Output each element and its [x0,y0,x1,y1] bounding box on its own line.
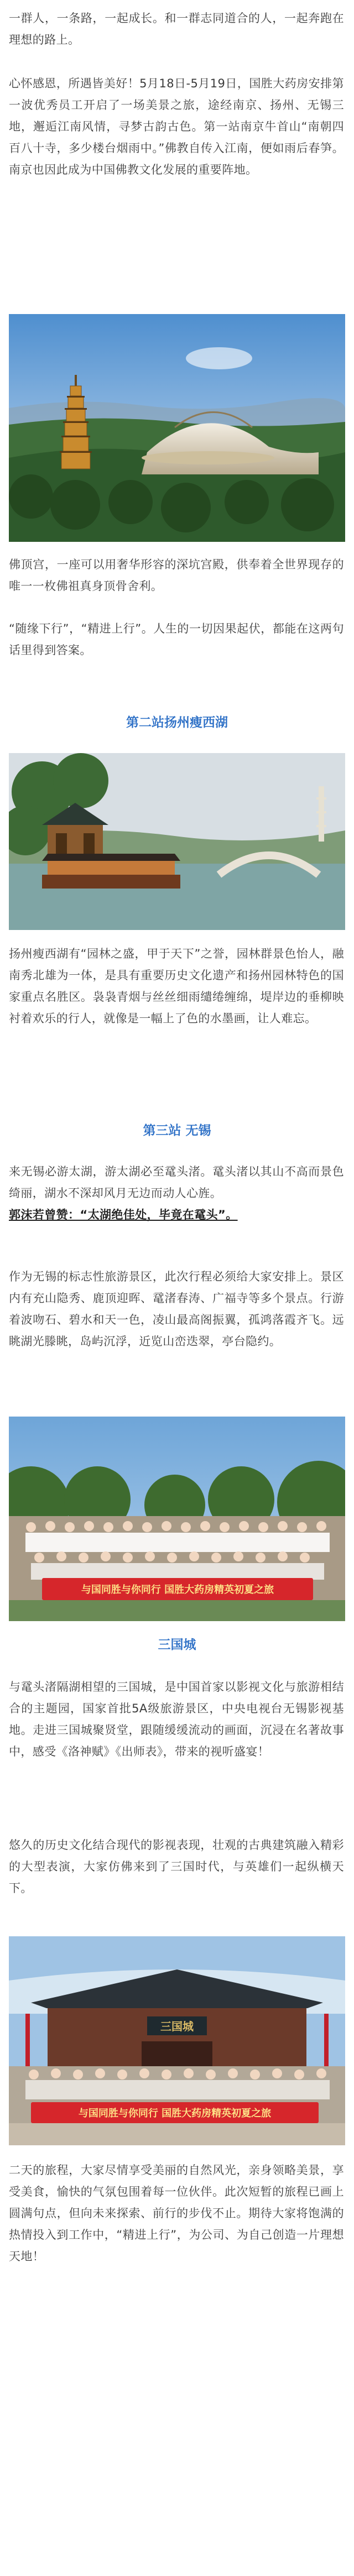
banner-text-2: 与国同胜与你同行 国胜大药房精英初夏之旅 [78,2108,272,2119]
yuantouzhu-paragraph: 作为无锡的标志性旅游景区，此次行程必须给大家安排上。景区内有充山隐秀、鹿顶迎晖、鼋渚春涛、广福寺等多个景点。行游着波吻石、碧水和天一色，凌山最高阁振翼，孤鸿落霞齐飞。远眺湖光滕眺，岛屿沉浮，近览山峦迭翠，亭台隐约。 [9,1270,344,1348]
guo-moruo-quote: 郭沫若曾赞：“太湖绝佳处，毕竟在鼋头”。 [9,1208,238,1221]
group-photo-yuantouzhu [9,1417,345,1621]
gate-plaque-text: 三国城 [160,2020,194,2033]
niushou-mountain-photo [9,314,345,542]
closing-paragraph: 二天的旅程，大家尽情享受美丽的自然风光，亲身领略美景，享受美食，愉快的气氛包围着每一位伙伴。此次短暂的旅程已画上圆满句点，但向未来探索、前行的步伐不止。期待大家将饱满的热情投入到工作中，“精进上行”，为公司、为自己创造一片理想天地！ [9,2164,344,2263]
section-heading-sanguo: 三国城 [158,1638,196,1652]
intro-paragraph: 一群人，一条路，一起成长。和一群志同道合的人，一起奔跑在理想的路上。 [9,12,344,46]
sanguo-paragraph: 与鼋头渚隔湖相望的三国城，是中国首家以影视文化与旅游相结合的主题园，国家首批5A级旅游景区，中央电视台无锡影视基地。走进三国城聚贤堂，跟随缓缓流动的画面，沉浸在名著故事中，感受《洛神赋》《出师表》，带来的视听盛宴！ [9,1680,344,1758]
banner-text-1: 与国同胜与你同行 国胜大药房精英初夏之旅 [81,1584,274,1596]
section-heading-wuxi: 第三站 无锡 [143,1124,211,1138]
foding-palace-paragraph: 佛顶宫，一座可以用奢华形容的深坑宫殿，供奉着全世界现存的唯一一枚佛祖真身顶骨舍利。 [9,558,344,593]
slender-west-lake-photo [9,753,345,930]
wuxi-paragraph [9,1161,344,1226]
nanjing-paragraph: 心怀感恩，所遇皆美好！5月18日-5月19日，国胜大药房安排第一波优秀员工开启了一场美景之旅，途经南京、扬州、无锡三地，邂逅江南风情，寻梦古韵古色。第一站南京牛首山“南朝四百八十寺，多少楼台烟雨中。”佛教自传入江南，便如雨后春笋。南京也因此成为中国佛教文化发展的重要阵地。 [9,77,344,176]
group-photo-sanguo-gate [9,1936,345,2145]
history-paragraph: 悠久的历史文化结合现代的影视表现，壮观的古典建筑融入精彩的大型表演，大家仿佛来到了三国时代，与英雄们一起纵横天下。 [9,1838,344,1895]
yangzhou-paragraph: 扬州瘦西湖有“园林之盛，甲于天下”之誉，园林群景色怡人，融南秀北雄为一体，是具有重要历史文化遗产和扬州园林特色的国家重点名胜区。袅袅青烟与丝丝细雨缱绻缠绵，堤岸边的垂柳映衬着欢乐的行人，就像是一幅上了色的水墨画，让人难忘。 [9,947,344,1025]
motto-paragraph: “随缘下行”，“精进上行”。人生的一切因果起伏，都能在这两句话里得到答案。 [9,622,344,657]
wuxi-paragraph-text: 来无锡必游太湖，游太湖必至鼋头渚。鼋头渚以其山不高而景色绮丽，湖水不深却风月无边而动人心旌。 [9,1165,344,1200]
section-heading-yangzhou: 第二站扬州瘦西湖 [126,715,228,730]
